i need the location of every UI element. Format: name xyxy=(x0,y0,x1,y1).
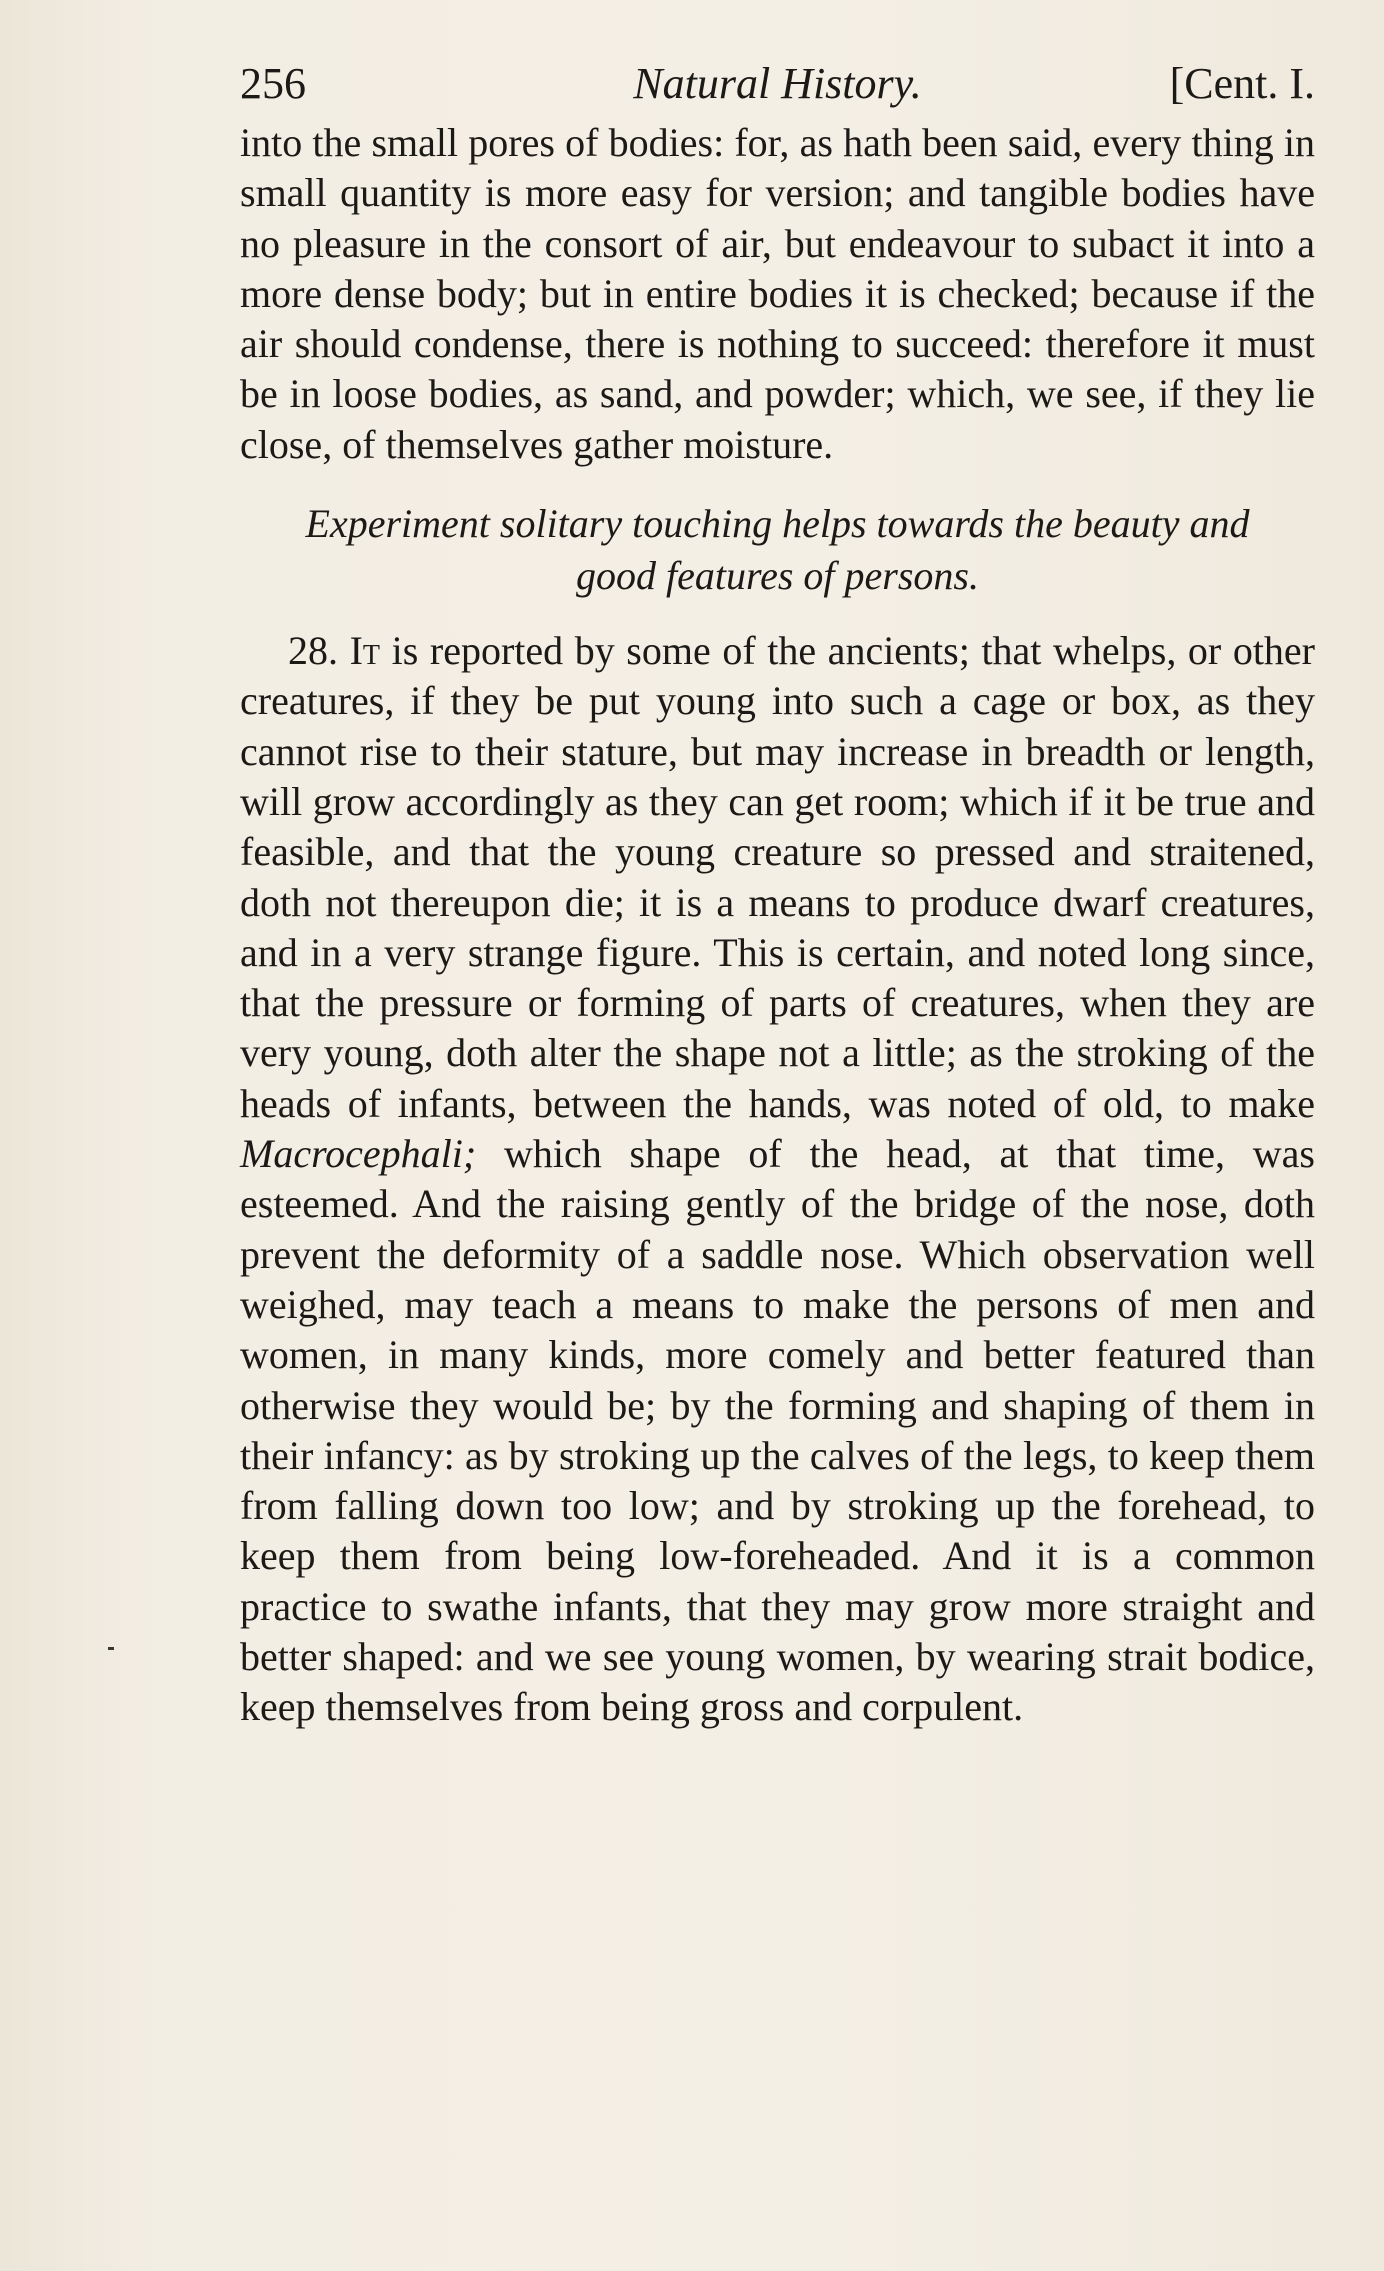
running-title: Natural History. xyxy=(633,59,922,108)
paragraph-lead-word: It xyxy=(349,628,381,674)
paragraph-continued: into the small pores of bodies: for, as hath been said, every thing in small quantity is more easy for version; and tangible bodies have no pleasure in the consort of air, but endeavour to subact it into a more dense body; but in entire bodies it is checked; because if the air should condense, there is nothing to succeed: therefore it must be in loose bodies, as sand, and powder; which, we see, if they lie close, of themselves gather moisture. xyxy=(240,120,1315,467)
experiment-heading: Experiment solitary touching helps towards the beauty and good features of persons. xyxy=(305,501,1250,599)
paragraph-text-a: is reported by some of the ancients; that whelps, or other creatures, if they be put young into such a cage or box, as they cannot rise to their stature, but may increase in breadth or length, will grow accordingly as they can get room; which if it be true and feasible, and that the young creature so pressed and straitened, doth not thereupon die; it is a means to produce dwarf creatures, and in a very strange figure. This is certain, and noted long since, that the pressure or forming of parts of creatures, when they are very young, doth alter the shape not a little; as the stroking of the heads of infants, between the hands, was noted of old, to make xyxy=(240,628,1316,1126)
running-head xyxy=(240,58,1315,114)
paragraph-text-b: which shape of the head, at that time, was esteemed. And the raising gently of the bridge of the nose, doth prevent the deformity of a saddle nose. Which observation well weighed, may teach a means to make the persons of men and women, in many kinds, more comely and better featured than otherwise they would be; by the forming and shaping of them in their infancy: as by stroking up the calves of the legs, to keep them from falling down too low; and by stroking up the forehead, to keep them from being low-foreheaded. And it is a common practice to swathe infants, that they may grow more straight and better shaped: and we see young women, by wearing strait bodice, keep themselves from being gross and corpulent. xyxy=(240,1131,1315,1730)
page-body xyxy=(240,118,1315,1733)
paragraph-28 xyxy=(240,626,1315,1733)
section-label: [Cent. I. xyxy=(1169,59,1315,108)
italic-term: Macrocephali; xyxy=(240,1131,477,1177)
ink-speck xyxy=(108,1647,114,1650)
page-number: 256 xyxy=(240,59,306,108)
paragraph-number: 28. xyxy=(288,628,338,674)
